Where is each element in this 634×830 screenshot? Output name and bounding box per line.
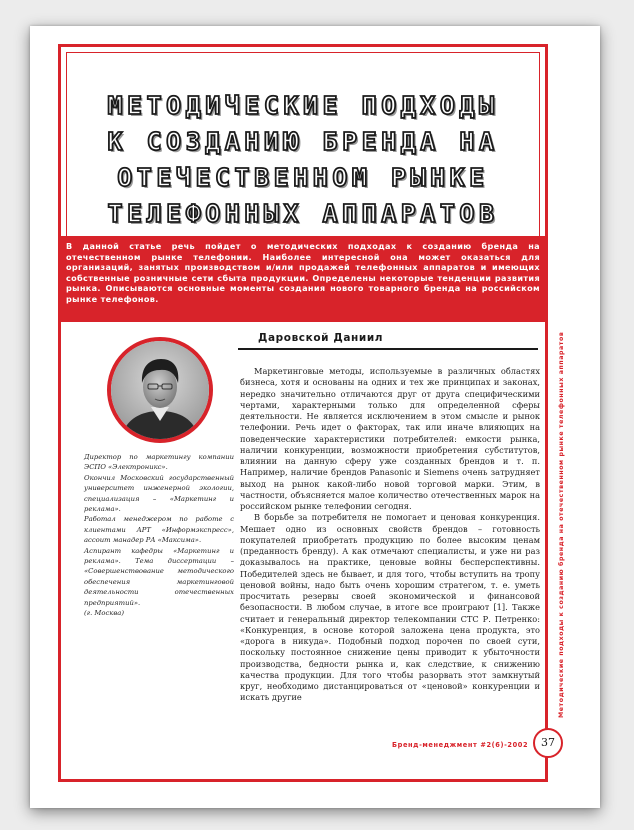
bio-line: (г. Москва) xyxy=(84,609,124,618)
article-abstract: В данной статье речь пойдет о методических подходах к созданию бренда на отечественном рынке телефонии. Наиболее интересной она может оказаться для организаций, занятых производством и/или продажей телефонных аппаратов и имеющих собственные розничные сети сбыта продукции. Определены некоторые тенденции развития рынка. Описываются основные моменты создания нового товарного бренда на российском рынке телефонов. xyxy=(60,236,546,322)
author-bio xyxy=(84,452,234,619)
page-number: 37 xyxy=(533,728,563,758)
author-photo xyxy=(107,337,213,443)
author-portrait-icon xyxy=(111,341,209,439)
author-divider xyxy=(238,348,538,350)
article-title xyxy=(66,88,540,232)
bio-line: Окончил Московский государственный университет инженерной экологии, специализация – «Маркетинг и реклама». xyxy=(84,473,234,514)
bio-line: Директор по маркетингу компании ЭСПО «Электроникс». xyxy=(84,453,234,472)
body-paragraph: В борьбе за потребителя не помогает и ценовая конкуренция. Мешает одно из основных свойств брендов – готовность покупателей приобретать продукцию по более высоким ценам (преданность бренду). А как отмечают специалисты, и уже ни раз доказывалось на практике, ценовые войны бесперспективны. Победителей здесь не бывает, и для того, чтобы вступить на тропу ценовой войны, надо быть очень хорошим стратегом, т. е. уметь просчитать резервы своей экономической и финансовой безопасности. В любом случае, в итоге все проиграют [1]. Также считает и генеральный директор телекомпании СТС Р. Петренко: «Конкуренция, в основе которой заложена цена продукта, это «дорога в никуда». Подобный подход порочен по своей сути, поскольку постоянное снижение цены приводит к убыточности производства, бедности рынка и, как следствие, к снижению качества продукции. Для того чтобы разорвать этот замкнутый круг, необходимо дистанцироваться от «ценовой» конкуренции и искать другие xyxy=(240,512,540,703)
title-line: К СОЗДАНИЮ БРЕНДА НА xyxy=(107,127,499,156)
article-body xyxy=(240,366,540,704)
title-line: ТЕЛЕФОННЫХ АППАРАТОВ xyxy=(107,199,499,228)
title-line: МЕТОДИЧЕСКИЕ ПОДХОДЫ xyxy=(107,91,499,120)
running-head-vertical: Методические подходы к созданию бренда на отечественном рынке телефонных аппаратов xyxy=(558,331,565,718)
author-name: Даровской Даниил xyxy=(258,332,384,344)
journal-footer: Бренд-менеджмент #2(6)-2002 xyxy=(392,741,529,749)
title-line: ОТЕЧЕСТВЕННОМ РЫНКЕ xyxy=(117,163,489,192)
body-paragraph: Маркетинговые методы, используемые в различных областях бизнеса, хотя и основаны на одних и тех же принципах и законах, нередко значительно отличаются друг от друга специфическими чертами, характерными только для определенной сферы деятельности. Не является исключением в этом смысле и рынок телефонии. Речь идет о факторах, так или иначе влияющих на поведенческие характеристики потребителей: емкости рынка, наличии конкуренции, возможности приобретения субститутов, влиянии на данную сферу уже созданных брендов и т. п. Например, наличие брендов Panasonic и Siemens очень затрудняет выход на рынок какой-либо новой торговой марки. Этим, в частности, объясняется малое количество отечественных марок на российском рынке телефонии сегодня. xyxy=(240,366,540,511)
bio-line: Работал менеджером по работе с клиентами АРТ «Информэкспресс», ассоит манадер РА «Максима». xyxy=(84,515,234,545)
bio-line: Аспирант кафедры «Маркетинг и реклама». Тема диссертации – «Совершенствование методического обеспечения маркетинговой деятельности отечественных предприятий». xyxy=(84,546,234,607)
